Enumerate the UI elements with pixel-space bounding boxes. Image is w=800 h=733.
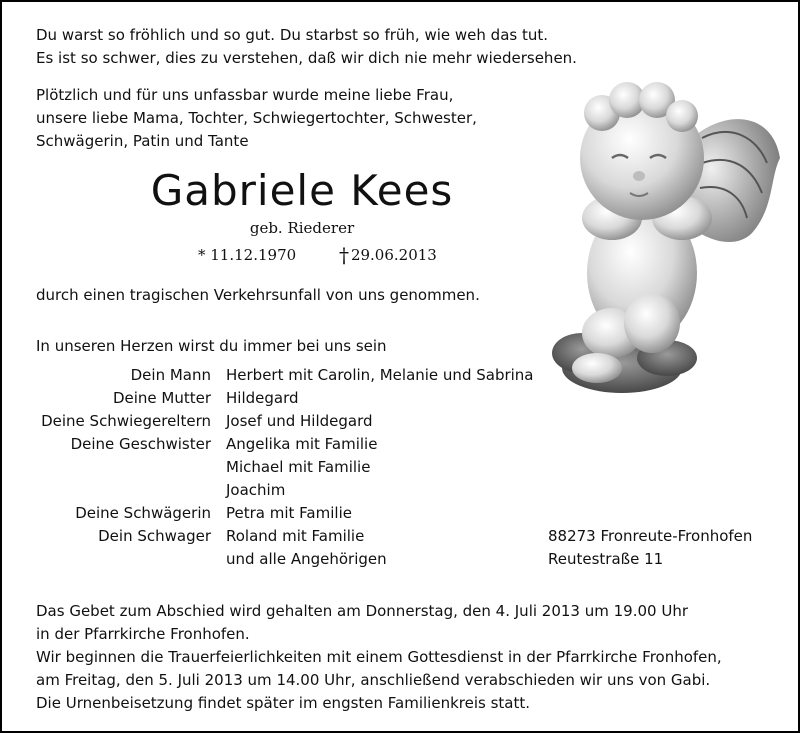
mourner-names: Joachim: [226, 481, 286, 499]
birth-date: * 11.12.1970: [198, 246, 297, 264]
mourner-names: Petra mit Familie: [226, 504, 352, 522]
mourner-names: Angelika mit Familie: [226, 435, 378, 453]
service-line-1: Das Gebet zum Abschied wird gehalten am Donnerstag, den 4. Juli 2013 um 19.00 Uhr: [36, 602, 688, 620]
address-city: 88273 Fronreute-Fronhofen: [548, 527, 753, 545]
birth-name: geb. Riederer: [249, 219, 355, 237]
service-line-4: am Freitag, den 5. Juli 2013 um 14.00 Uhr, anschließend verabschieden wir uns von Gabi.: [36, 671, 711, 689]
mourner-role: Deine Schwiegereltern: [41, 412, 211, 430]
announcement-line-2: unsere liebe Mama, Tochter, Schwiegertochter, Schwester,: [36, 109, 477, 127]
mourner-role: Deine Schwägerin: [75, 504, 211, 522]
announcement-line-3: Schwägerin, Patin und Tante: [36, 132, 249, 150]
intro-line-2: Es ist so schwer, dies zu verstehen, daß wir dich nie mehr wiedersehen.: [36, 49, 577, 67]
service-line-3: Wir beginnen die Trauerfeierlichkeiten mit einem Gottesdienst in der Pfarrkirche Fronhofen,: [36, 648, 722, 666]
motto-text: In unseren Herzen wirst du immer bei uns sein: [36, 337, 387, 355]
mourner-names: Michael mit Familie: [226, 458, 371, 476]
intro-line-1: Du warst so fröhlich und so gut. Du starbst so früh, wie weh das tut.: [36, 26, 549, 44]
cross-icon: †: [338, 243, 349, 267]
mourner-role: Deine Geschwister: [70, 435, 211, 453]
cause-text: durch einen tragischen Verkehrsunfall von uns genommen.: [36, 286, 480, 304]
announcement-line-1: Plötzlich und für uns unfassbar wurde meine liebe Frau,: [36, 86, 454, 104]
mourner-names: Josef und Hildegard: [226, 412, 373, 430]
address-street: Reutestraße 11: [548, 550, 664, 568]
mourner-role: Dein Mann: [130, 366, 211, 384]
deceased-name: Gabriele Kees: [150, 166, 454, 215]
mourner-role: Deine Mutter: [112, 389, 211, 407]
service-line-5: Die Urnenbeisetzung findet später im engsten Familienkreis statt.: [36, 694, 531, 712]
mourner-names: und alle Angehörigen: [226, 550, 387, 568]
mourner-names: Roland mit Familie: [226, 527, 365, 545]
death-date-group: [339, 243, 437, 267]
service-line-2: in der Pfarrkirche Fronhofen.: [36, 625, 250, 643]
life-dates: [198, 243, 437, 267]
mourner-role: Dein Schwager: [98, 527, 211, 545]
angel-cherub-icon: [542, 68, 782, 408]
mourner-names: Herbert mit Carolin, Melanie und Sabrina: [226, 366, 534, 384]
mourner-names: Hildegard: [226, 389, 299, 407]
death-date: 29.06.2013: [350, 246, 437, 264]
